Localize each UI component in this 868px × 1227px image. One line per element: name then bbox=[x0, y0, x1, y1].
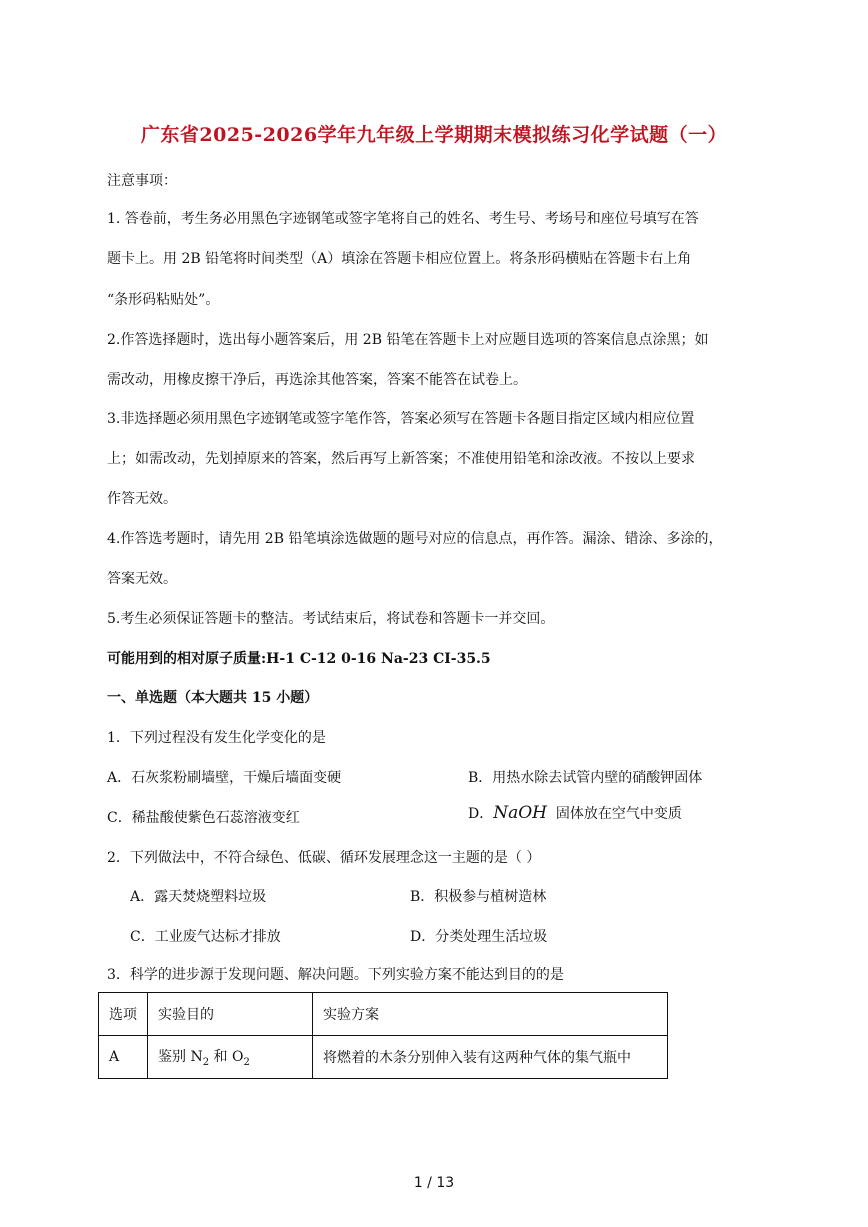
table-header-row bbox=[99, 993, 668, 1036]
subscript: 2 bbox=[202, 1056, 210, 1068]
row-purpose bbox=[148, 1036, 313, 1079]
notice-line: 3.非选择题必须用黑色字迹钢笔或签字笔作答，答案必须写在答题卡各题目指定区域内相应位置 bbox=[107, 411, 695, 427]
question-1-option-b: B．用热水除去试管内壁的硝酸钾固体 bbox=[468, 770, 703, 786]
notice-line: 需改动，用橡皮擦干净后，再选涂其他答案，答案不能答在试卷上。 bbox=[107, 372, 527, 388]
header-purpose: 实验目的 bbox=[148, 993, 313, 1036]
header-option: 选项 bbox=[99, 993, 148, 1036]
question-1-option-a: A．石灰浆粉刷墙壁，干燥后墙面变硬 bbox=[107, 770, 342, 786]
purpose-text: 鉴别 N bbox=[158, 1049, 203, 1066]
section-heading: 一、单选题（本大题共 15 小题） bbox=[107, 690, 319, 706]
page-number: 1 / 13 bbox=[413, 1175, 455, 1191]
question-3-stem: 3．科学的进步源于发现问题、解决问题。下列实验方案不能达到目的的是 bbox=[107, 967, 564, 983]
notice-line: 答案无效。 bbox=[107, 571, 177, 587]
naoh-formula: NaOH bbox=[493, 803, 548, 823]
option-d-prefix: D． bbox=[468, 806, 494, 822]
notice-line: 题卡上。用 2B 铅笔将时间类型（A）填涂在答题卡相应位置上。将条形码横贴在答题卡右上角 bbox=[107, 251, 692, 267]
exam-title: 广东省2025-2026学年九年级上学期期末模拟练习化学试题（一） bbox=[140, 124, 728, 146]
notice-line: “条形码粘贴处”。 bbox=[107, 292, 220, 308]
option-d-suffix: 固体放在空气中变质 bbox=[555, 806, 682, 822]
notice-line: 作答无效。 bbox=[107, 491, 177, 507]
notice-line: 上；如需改动，先划掉原来的答案，然后再写上新答案；不准使用铅笔和涂改液。不按以上要求 bbox=[107, 451, 695, 467]
question-1-option-d bbox=[468, 803, 682, 823]
question-2-option-b: B．积极参与植树造林 bbox=[410, 889, 547, 905]
question-2-option-d: D．分类处理生活垃圾 bbox=[410, 929, 548, 945]
header-plan: 实验方案 bbox=[313, 993, 668, 1036]
question-2-stem: 2．下列做法中，不符合绿色、低碳、循环发展理念这一主题的是（ ） bbox=[107, 850, 541, 866]
question-1-option-c: C．稀盐酸使紫色石蕊溶液变红 bbox=[107, 810, 300, 826]
experiment-table bbox=[98, 992, 668, 1079]
notice-line: 1. 答卷前，考生务必用黑色字迹钢笔或签字笔将自己的姓名、考生号、考场号和座位号填写在答 bbox=[107, 211, 699, 227]
table-row bbox=[99, 1036, 668, 1079]
notice-line: 4.作答选考题时，请先用 2B 铅笔填涂选做题的题号对应的信息点，再作答。漏涂、错涂、多涂的， bbox=[107, 531, 723, 547]
notice-line: 2.作答选择题时，选出每小题答案后，用 2B 铅笔在答题卡上对应题目选项的答案信息点涂黑；如 bbox=[107, 332, 709, 348]
notice-line: 5.考生必须保证答题卡的整洁。考试结束后，将试卷和答题卡一并交回。 bbox=[107, 611, 555, 627]
notice-heading: 注意事项： bbox=[107, 173, 177, 189]
purpose-text: 和 O bbox=[209, 1049, 244, 1066]
subscript: 2 bbox=[243, 1056, 250, 1068]
row-plan: 将燃着的木条分别伸入装有这两种气体的集气瓶中 bbox=[313, 1036, 668, 1079]
question-2-option-c: C．工业废气达标才排放 bbox=[130, 929, 281, 945]
question-1-stem: 1．下列过程没有发生化学变化的是 bbox=[107, 730, 326, 746]
atomic-mass-line: 可能用到的相对原子质量:H-1 C-12 0-16 Na-23 CI-35.5 bbox=[107, 651, 491, 667]
row-option: A bbox=[99, 1036, 148, 1079]
question-2-option-a: A．露天焚烧塑料垃圾 bbox=[130, 889, 267, 905]
